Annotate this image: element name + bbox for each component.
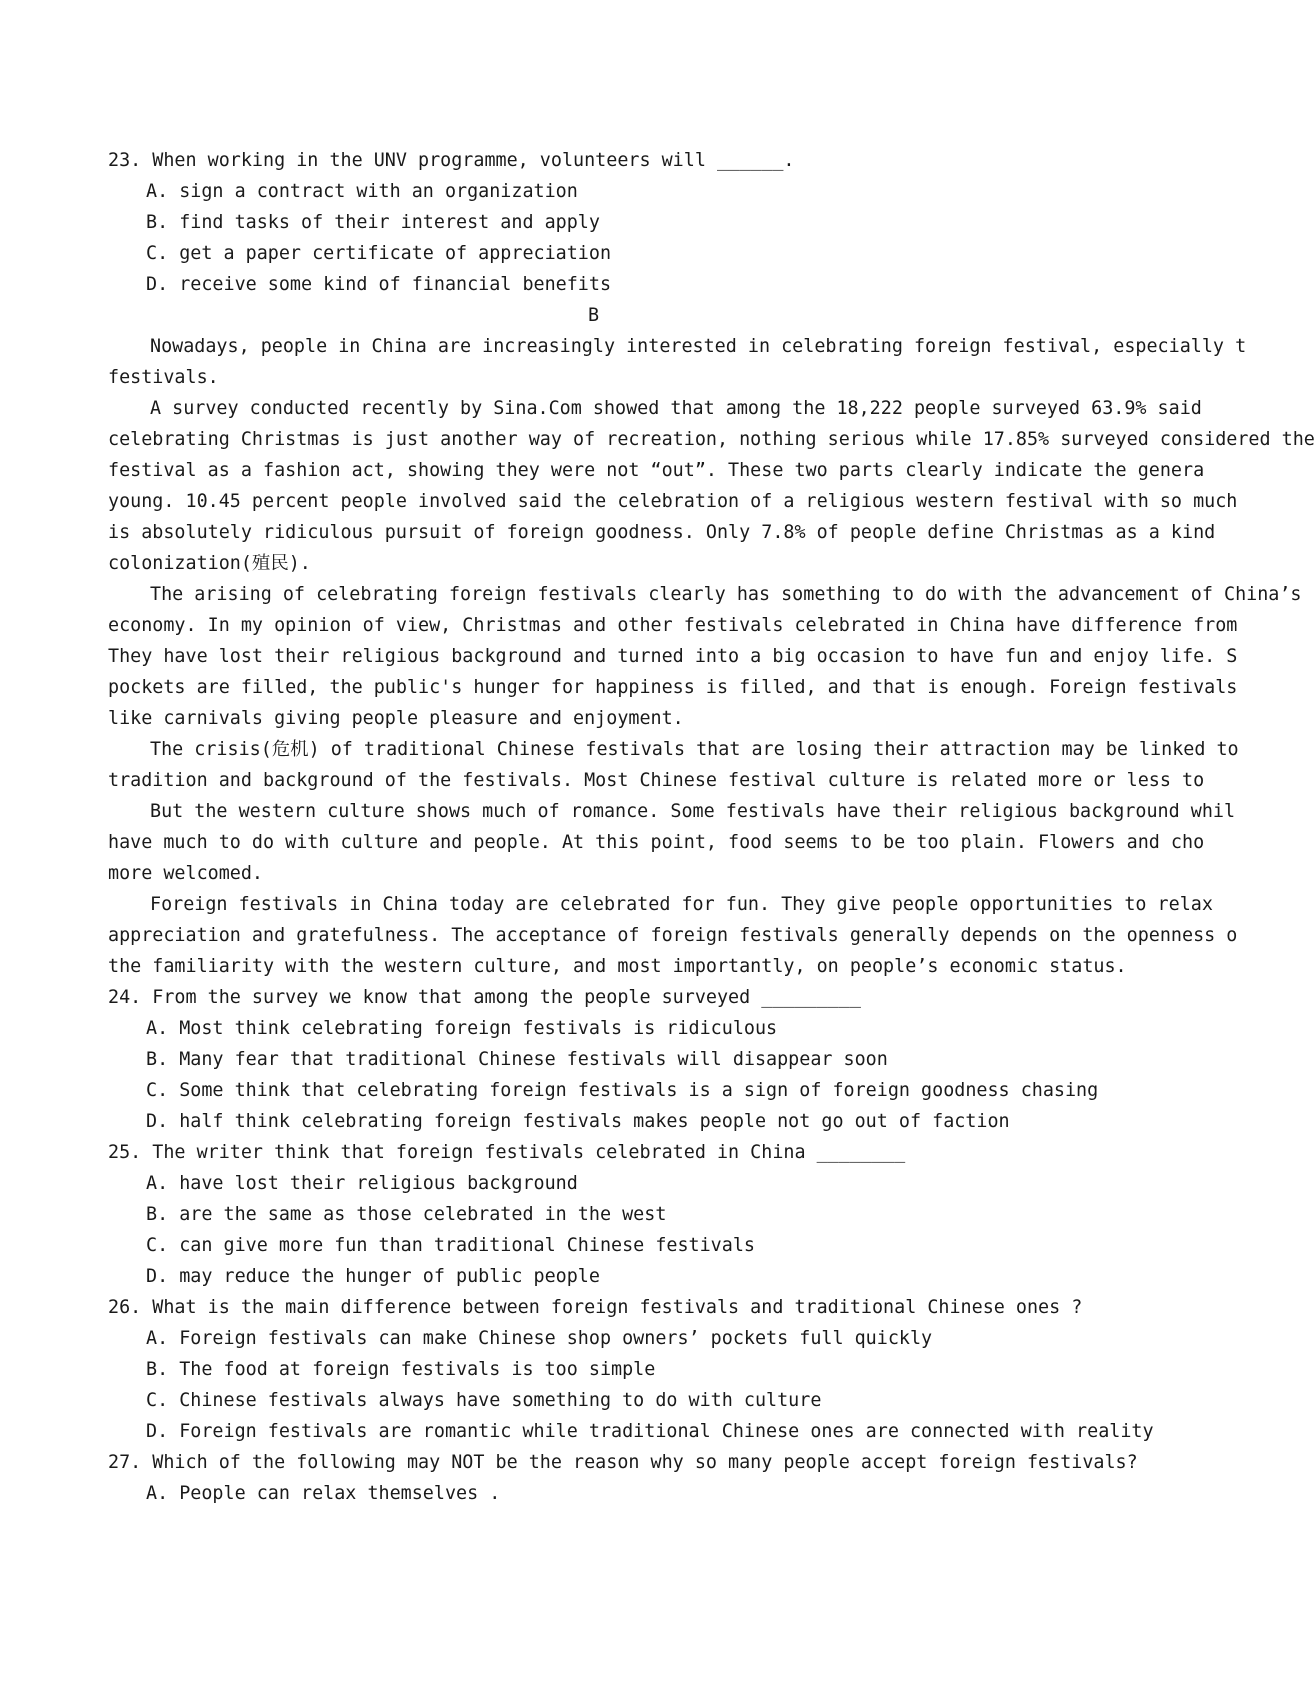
passage-line: have much to do with culture and people. At this point, food seems to be too plain. Flowers and cho (108, 832, 1205, 853)
passage-line: But the western culture shows much of romance. Some festivals have their religious background whil (150, 801, 1236, 822)
question-26-option-a: A. Foreign festivals can make Chinese shop owners’ pockets full quickly (146, 1328, 933, 1349)
question-24-option-b: B. Many fear that traditional Chinese festivals will disappear soon (146, 1049, 888, 1070)
question-25-option-c: C. can give more fun than traditional Chinese festivals (146, 1235, 755, 1256)
question-23-stem: 23. When working in the UNV programme, volunteers will ______. (108, 150, 795, 171)
question-26-stem: 26. What is the main difference between foreign festivals and traditional Chinese ones ? (108, 1297, 1083, 1318)
passage-line: festivals. (108, 367, 219, 388)
question-23-option-c: C. get a paper certificate of appreciation (146, 243, 612, 264)
question-25-option-d: D. may reduce the hunger of public people (146, 1266, 600, 1287)
question-23-option-d: D. receive some kind of financial benefits (146, 274, 612, 295)
question-23-option-b: B. find tasks of their interest and apply (146, 212, 600, 233)
passage-line: Foreign festivals in China today are celebrated for fun. They give people opportunities to relax (150, 894, 1213, 915)
question-25-option-a: A. have lost their religious background (146, 1173, 578, 1194)
passage-line: economy. In my opinion of view, Christmas and other festivals celebrated in China have difference from (108, 615, 1238, 636)
passage-line: is absolutely ridiculous pursuit of foreign goodness. Only 7.8% of people define Christmas as a kind (108, 522, 1216, 543)
question-26-option-d: D. Foreign festivals are romantic while traditional Chinese ones are connected with reality (146, 1421, 1154, 1442)
question-24-stem: 24. From the survey we know that among the people surveyed _________ (108, 987, 861, 1008)
passage-line: pockets are filled, the public's hunger for happiness is filled, and that is enough. Foreign festivals (108, 677, 1238, 698)
passage-line: Nowadays, people in China are increasingly interested in celebrating foreign festival, especially t (150, 336, 1247, 357)
question-24-option-c: C. Some think that celebrating foreign festivals is a sign of foreign goodness chasing (146, 1080, 1099, 1101)
question-26-option-c: C. Chinese festivals always have something to do with culture (146, 1390, 822, 1411)
question-26-option-b: B. The food at foreign festivals is too simple (146, 1359, 656, 1380)
passage-line: The crisis(危机) of traditional Chinese festivals that are losing their attraction may be linked to (150, 739, 1239, 760)
passage-line: They have lost their religious background and turned into a big occasion to have fun and enjoy life. S (108, 646, 1238, 667)
question-27-stem: 27. Which of the following may NOT be the reason why so many people accept foreign festivals? (108, 1452, 1138, 1473)
passage-line: celebrating Christmas is just another way of recreation, nothing serious while 17.85% surveyed considered the (108, 429, 1315, 450)
passage-line: colonization(殖民). (108, 553, 311, 574)
passage-line: like carnivals giving people pleasure and enjoyment. (108, 708, 684, 729)
passage-line: tradition and background of the festivals. Most Chinese festival culture is related more or less to (108, 770, 1205, 791)
question-25-stem: 25. The writer think that foreign festivals celebrated in China ________ (108, 1142, 906, 1163)
question-27-option-a: A. People can relax themselves . (146, 1483, 501, 1504)
question-23-option-a: A. sign a contract with an organization (146, 181, 578, 202)
question-24-option-a: A. Most think celebrating foreign festivals is ridiculous (146, 1018, 778, 1039)
passage-line: A survey conducted recently by Sina.Com showed that among the 18,222 people surveyed 63.9% said (150, 398, 1202, 419)
passage-line: The arising of celebrating foreign festivals clearly has something to do with the advancement of China’s (150, 584, 1302, 605)
passage-heading: B (588, 305, 600, 326)
passage-line: young. 10.45 percent people involved said the celebration of a religious western festival with so much (108, 491, 1238, 512)
question-24-option-d: D. half think celebrating foreign festivals makes people not go out of faction (146, 1111, 1010, 1132)
passage-line: appreciation and gratefulness. The acceptance of foreign festivals generally depends on the openness o (108, 925, 1238, 946)
passage-line: more welcomed. (108, 863, 264, 884)
question-25-option-b: B. are the same as those celebrated in the west (146, 1204, 667, 1225)
passage-line: festival as a fashion act, showing they were not “out”. These two parts clearly indicate the genera (108, 460, 1205, 481)
passage-line: the familiarity with the western culture, and most importantly, on people’s economic status. (108, 956, 1127, 977)
